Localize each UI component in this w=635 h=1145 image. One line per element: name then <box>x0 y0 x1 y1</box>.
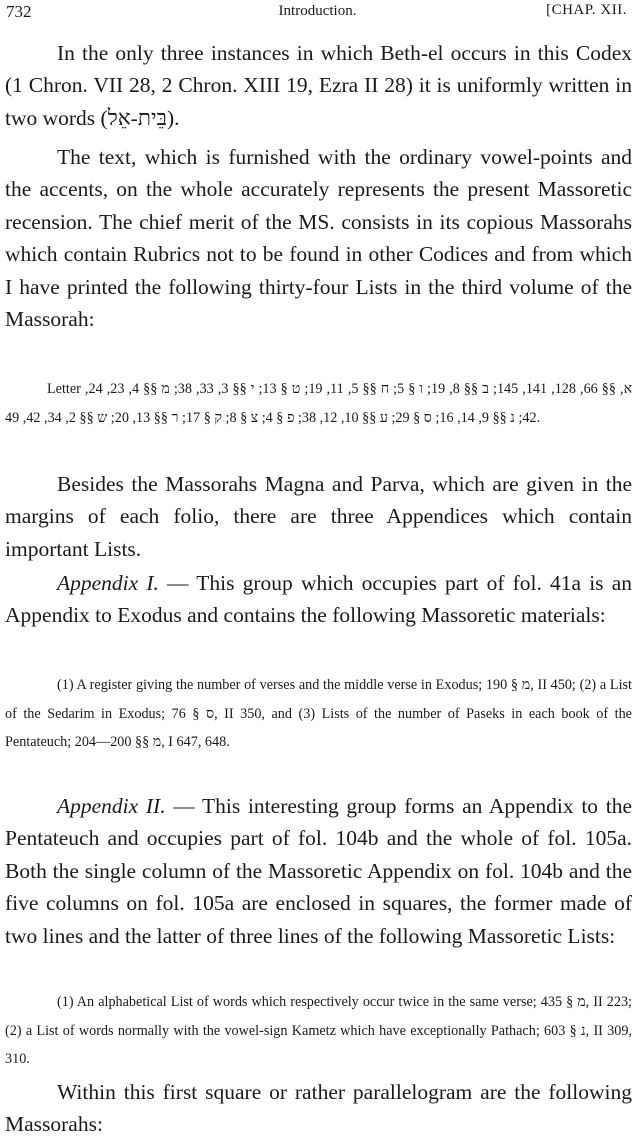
paragraph-appendix-one <box>5 567 632 632</box>
list-of-rubrics <box>5 375 632 432</box>
rubric-list-text: Letter א, §§ 66, 128, 141, 145; ב §§ 8, 19; ו § 5; ח §§ 5, 11, 19; ט § 13; י §§ 3, 33, 38; מ §§ 4, 23, 24, 42; נ §§ 9, 14, 16; ס § 29; ע §§ 10, 12, 38; פ § 4; צ § 8; ק § 17; ר §§ 13, 20; ש §§ 2, 34, 42, 49. <box>5 381 633 426</box>
note-appendix-one <box>5 671 632 757</box>
paragraph-text: — This interesting group forms an Appendix to the Pentateuch and occupies part of fol. 104b and the whole of fol. 105a. Both the single column of the Massoretic Appendix on fol. 104b and the five columns on fol. 105a are enclosed in squares, the former made of two lines and the latter of three lines of the following Massoretic Lists: <box>5 794 632 948</box>
appendix-two-label: Appendix II. <box>57 794 166 818</box>
paragraph-text: The text, which is furnished with the ordinary vowel-points and the accents, on the whole accurately represents the present Massoretic recension. The chief merit of the MS. consists in its copious Massorahs which contain Rubrics not to be found in other Codices and from which I have printed the following thirty-four Lists in the third volume of the Massorah: <box>5 145 632 332</box>
appendix-one-label: Appendix I. <box>57 571 159 595</box>
paragraph-text: Besides the Massorahs Magna and Parva, which are given in the margins of each folio, there are three Appendices which contain important Lists. <box>5 472 632 561</box>
paragraph-beth-el <box>5 37 632 134</box>
paragraph-appendices <box>5 468 632 565</box>
paragraph-text: — This group which occupies part of fol. 41a is an Appendix to Exodus and contains the following Massoretic materials: <box>5 571 632 628</box>
paragraph-text: In the only three instances in which Beth-el occurs in this Codex (1 Chron. VII 28, 2 Chron. XIII 19, Ezra II 28) it is uniformly written in two words (בֵּית-אֵל). <box>5 41 632 130</box>
note-text: (1) An alphabetical List of words which respectively occur twice in the same verse; מ § 435, II 223; (2) a List of words normally with the vowel-sign Kametz which have exceptionally Pathach; נ § 603, II 309, 310. <box>5 994 632 1067</box>
note-text: (1) A register giving the number of verses and the middle verse in Exodus; מ § 190, II 450; (2) a List of the Sedarim in Exodus; ס § 76, II 350, and (3) Lists of the number of Paseks in each book of the Pentateuch; מ §§ 200—204, I 647, 648. <box>5 677 632 750</box>
running-title: Introduction. <box>278 3 357 19</box>
note-appendix-two <box>5 988 632 1074</box>
paragraph-text-description <box>5 141 632 335</box>
paragraph-first-square <box>5 1076 632 1141</box>
page-header <box>6 2 629 26</box>
chapter-label: [CHAP. XII. <box>546 2 627 18</box>
paragraph-text: Within this first square or rather parallelogram are the following Massorahs: <box>5 1080 632 1137</box>
paragraph-appendix-two <box>5 790 632 952</box>
page-number: 732 <box>6 2 32 21</box>
